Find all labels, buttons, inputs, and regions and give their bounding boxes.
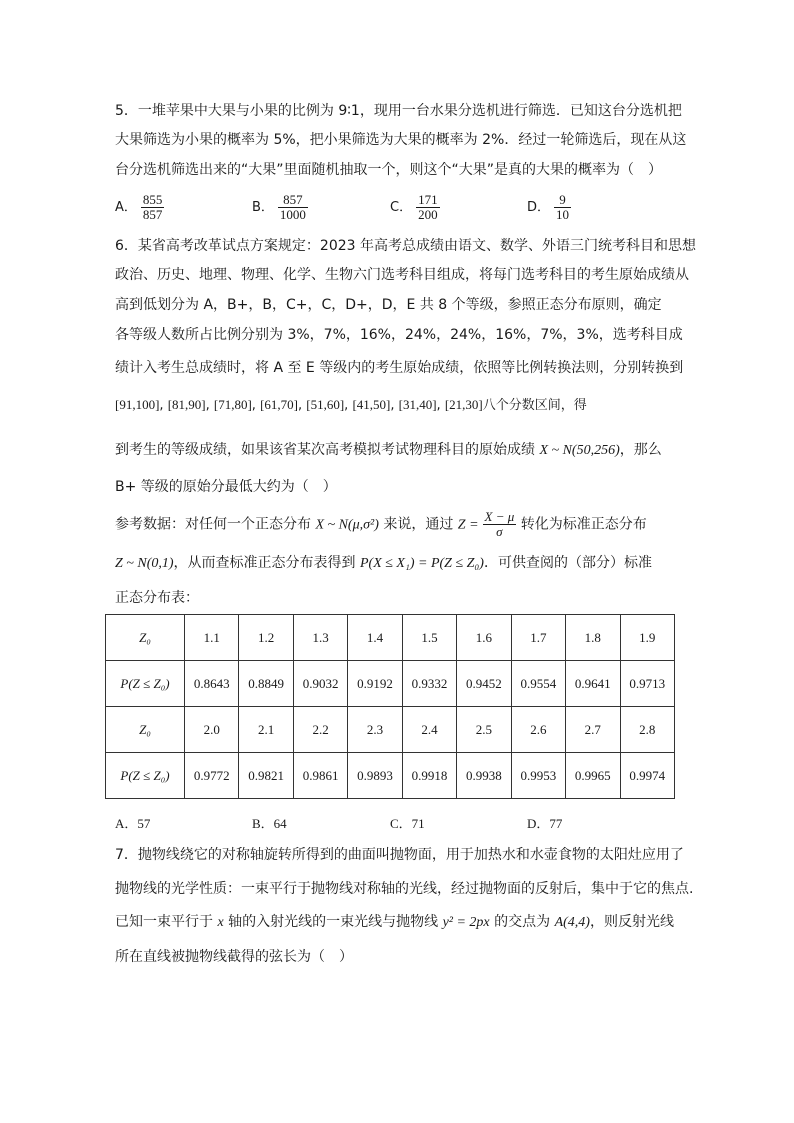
probability-label: P(Z ≤ Z₀) [106, 753, 185, 799]
interval-6: [41,50] [352, 397, 391, 412]
table-cell: 1.2 [239, 615, 293, 661]
z-transform-fraction: $\frac{X - \mu}{\sigma}$ [484, 509, 515, 539]
table-cell: 0.9918 [402, 753, 456, 799]
q6-line-3: 高到低划分为 A，B+，B，C+，C，D+，D，E 共 8 个等级，参照正态分布原则，确定 [115, 297, 662, 313]
q5-option-b-fraction: $\frac{857}{1000}$ [279, 192, 306, 222]
table-cell: 1.8 [566, 615, 620, 661]
table-cell: 0.9641 [566, 661, 620, 707]
table-cell: 2.0 [185, 707, 239, 753]
q5-option-d: D． $\frac{9}{10}$ [527, 192, 570, 222]
table-cell: 0.8849 [239, 661, 293, 707]
q5-option-c: C． $\frac{171}{200}$ [390, 192, 438, 222]
q5-option-d-fraction: $\frac{9}{10}$ [556, 192, 570, 222]
table-cell: 0.9554 [511, 661, 565, 707]
q6-intervals-line: [91,100], [81,90], [71,80], [61,70], [51,60], [41,50], [31,40], [21,30]八个分数区间，得 [115, 397, 587, 413]
q5-option-a: A． $\frac{855}{857}$ [115, 192, 163, 222]
q6-line-7: 到考生的等级成绩，如果该省某次高考模拟考试物理科目的原始成绩 X ~ N(50,256)，那么 [115, 442, 662, 458]
q6-line-8: B+ 等级的原始分最低大约为（ ） [115, 479, 337, 495]
table-cell: 2.2 [293, 707, 347, 753]
interval-4: [61,70] [260, 397, 298, 412]
q5-option-a-fraction: $\frac{855}{857}$ [142, 192, 163, 222]
q6-option-c: C．71 [390, 816, 425, 831]
interval-5: [51,60] [306, 397, 345, 412]
q6-line-11: 正态分布表： [115, 590, 199, 606]
z-transform-lhs: Z = [457, 517, 479, 533]
table-cell: 0.9452 [457, 661, 511, 707]
q6-line-1: 6．某省高考改革试点方案规定：2023 年高考总成绩由语文、数学、外语三门统考科目和思想 [115, 238, 696, 254]
table-cell: 0.9893 [348, 753, 402, 799]
table-cell: 0.9713 [620, 661, 675, 707]
table-cell: 2.6 [511, 707, 565, 753]
q6-line-5: 绩计入考生总成绩时，将 A 至 E 等级内的考生原始成绩，依照等比例转换法则，分别转换到 [115, 360, 684, 376]
table-cell: 0.9192 [348, 661, 402, 707]
interval-1: [91,100] [115, 397, 160, 412]
table-cell: 0.9965 [566, 753, 620, 799]
table-cell: 1.4 [348, 615, 402, 661]
x-axis-symbol: x [217, 915, 224, 930]
table-cell: 1.5 [402, 615, 456, 661]
table-cell: 2.4 [402, 707, 456, 753]
table-cell: 0.9032 [293, 661, 347, 707]
table-cell: 1.7 [511, 615, 565, 661]
table-cell: 0.9821 [239, 753, 293, 799]
table-cell: 1.9 [620, 615, 675, 661]
interval-8: [21,30] [444, 397, 483, 412]
q5-line-3: 台分选机筛选出来的“大果”里面随机抽取一个，则这个“大果”是真的大果的概率为（ ） [115, 162, 663, 178]
table-cell: 2.3 [348, 707, 402, 753]
table-cell: 0.9772 [185, 753, 239, 799]
parabola-equation: y² = 2px [442, 915, 490, 930]
table-cell: 0.9332 [402, 661, 456, 707]
z0-label: Z₀ [106, 615, 185, 661]
normal-distribution-notation: X ~ N(μ,σ²) [315, 517, 379, 533]
table-row [106, 753, 675, 799]
table-cell: 1.1 [185, 615, 239, 661]
q5-line-1: 5．一堆苹果中大果与小果的比例为 9∶1，现用一台水果分选机进行筛选．已知这台分选机把 [115, 103, 682, 119]
q6-line-10: Z ~ N(0,1)，从而查标准正态分布表得到 P(X ≤ X₁) = P(Z ≤ Z₀)．可供查阅的（部分）标准 [115, 555, 652, 571]
interval-7: [31,40] [398, 397, 437, 412]
table-row [106, 661, 675, 707]
table-cell: 2.8 [620, 707, 675, 753]
table-cell: 2.1 [239, 707, 293, 753]
probability-equation: P(X ≤ X₁) = P(Z ≤ Z₀) [359, 556, 484, 571]
q6-line-4: 各等级人数所占比例分别为 3%，7%，16%，24%，24%，16%，7%，3%，选考科目成 [115, 327, 683, 343]
probability-label: P(Z ≤ Z₀) [106, 661, 185, 707]
intersection-point: A(4,4) [554, 915, 590, 930]
table-row [106, 615, 675, 661]
table-cell: 2.5 [457, 707, 511, 753]
q7-line-3: 已知一束平行于 x 轴的入射光线的一束光线与抛物线 y² = 2px 的交点为 A(4,4)，则反射光线 [115, 914, 674, 930]
table-cell: 1.6 [457, 615, 511, 661]
q6-option-d: D．77 [527, 816, 563, 831]
table-cell: 0.9861 [293, 753, 347, 799]
table-cell: 0.8643 [185, 661, 239, 707]
q6-option-b: B．64 [252, 816, 287, 831]
q6-reference-line: 参考数据：对任何一个正态分布 X ~ N(μ,σ²) 来说，通过 Z = $\frac{X - \mu}{\sigma}$ 转化为标准正态分布 [115, 509, 647, 539]
q6-line-2: 政治、历史、地理、物理、化学、生物六门选考科目组成，将每门选考科目的考生原始成绩从 [115, 267, 689, 283]
q7-line-4: 所在直线被抛物线截得的弦长为（ ） [115, 949, 353, 965]
q6-option-a: A．57 [115, 816, 151, 831]
interval-3: [71,80] [213, 397, 252, 412]
normal-distribution-table [105, 614, 675, 799]
physics-score-distribution: X ~ N(50,256) [539, 443, 620, 458]
q6-line-6-tail: 八个分数区间，得 [482, 398, 587, 413]
q5-option-b: B． $\frac{857}{1000}$ [252, 192, 306, 222]
q7-line-1: 7．抛物线绕它的对称轴旋转所得到的曲面叫抛物面，用于加热水和水壶食物的太阳灶应用了 [115, 847, 684, 863]
interval-2: [81,90] [167, 397, 206, 412]
z0-label: Z₀ [106, 707, 185, 753]
q5-option-c-fraction: $\frac{171}{200}$ [418, 192, 438, 222]
table-cell: 0.9938 [457, 753, 511, 799]
q7-line-2: 抛物线的光学性质：一束平行于抛物线对称轴的光线，经过抛物面的反射后，集中于它的焦点. [115, 881, 694, 897]
standard-normal-notation: Z ~ N(0,1) [115, 556, 174, 571]
table-cell: 1.3 [293, 615, 347, 661]
table-cell: 2.7 [566, 707, 620, 753]
q5-line-2: 大果筛选为小果的概率为 5%，把小果筛选为大果的概率为 2%．经过一轮筛选后，现在从这 [115, 132, 687, 148]
table-cell: 0.9974 [620, 753, 675, 799]
table-cell: 0.9953 [511, 753, 565, 799]
table-row [106, 707, 675, 753]
